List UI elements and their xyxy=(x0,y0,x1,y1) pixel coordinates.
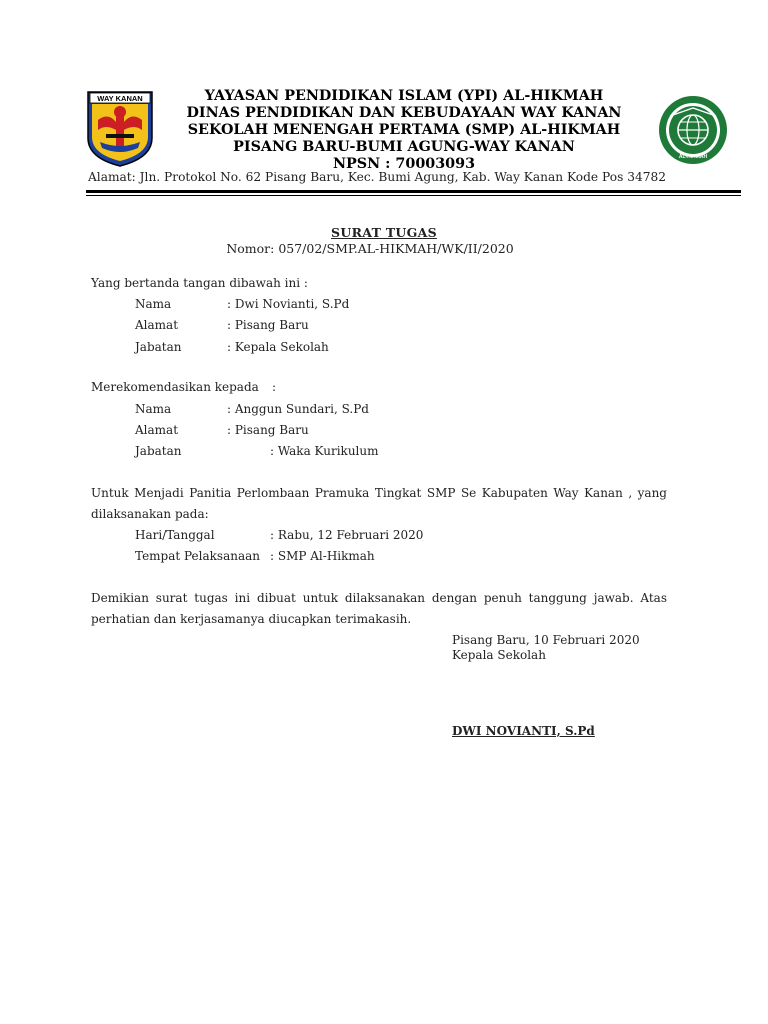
document-title: SURAT TUGAS xyxy=(331,225,437,240)
signer-name-value: : Dwi Novianti, S.Pd xyxy=(227,297,350,311)
signer-position-title: Kepala Sekolah xyxy=(452,648,546,662)
event-date-value: : Rabu, 12 Februari 2020 xyxy=(270,528,424,542)
assignee-name-label: Nama xyxy=(135,402,172,416)
closing-line-1: Demikian surat tugas ini dibuat untuk dilaksanakan dengan penuh tanggung jawab. Atas xyxy=(91,591,667,605)
event-date-label: Hari/Tanggal xyxy=(135,528,215,542)
signature-name: DWI NOVIANTI, S.Pd xyxy=(452,724,595,738)
assignee-position-value: : Waka Kurikulum xyxy=(270,444,379,458)
emblem-banner-text: WAY KANAN xyxy=(97,94,143,103)
signer-address-label: Alamat xyxy=(135,318,179,332)
education-office-name: DINAS PENDIDIKAN DAN KEBUDAYAAN WAY KANAN xyxy=(186,105,622,121)
signer-address-value: : Pisang Baru xyxy=(227,318,309,332)
event-place-label: Tempat Pelaksanaan xyxy=(135,549,261,563)
intro-text: Yang bertanda tangan dibawah ini : xyxy=(91,276,308,290)
school-address: Alamat: Jln. Protokol No. 62 Pisang Baru, Kec. Bumi Agung, Kab. Way Kanan Kode Pos 34782 xyxy=(88,170,666,184)
purpose-line-1: Untuk Menjadi Panitia Perlombaan Pramuka Tingkat SMP Se Kabupaten Way Kanan , yang xyxy=(91,486,667,500)
document-number: Nomor: 057/02/SMP.AL-HIKMAH/WK/II/2020 xyxy=(226,241,514,256)
school-seal-icon xyxy=(650,94,736,166)
assignee-address-label: Alamat xyxy=(135,423,179,437)
assignee-name-value: : Anggun Sundari, S.Pd xyxy=(227,402,369,416)
letterhead-divider-thin xyxy=(86,195,741,196)
assignee-position-label: Jabatan xyxy=(135,444,182,458)
signer-position-value: : Kepala Sekolah xyxy=(227,340,329,354)
letterhead xyxy=(160,88,648,173)
signer-name-label: Nama xyxy=(135,297,172,311)
assignee-address-value: : Pisang Baru xyxy=(227,423,309,437)
closing-line-2: perhatian dan kerjasamanya diucapkan terimakasih. xyxy=(91,612,412,626)
signer-position-label: Jabatan xyxy=(135,340,182,354)
recommend-colon: : xyxy=(272,380,277,394)
place-date: Pisang Baru, 10 Februari 2020 xyxy=(452,633,640,647)
school-name: SEKOLAH MENENGAH PERTAMA (SMP) AL-HIKMAH xyxy=(187,122,621,138)
recommend-label: Merekomendasikan kepada xyxy=(91,380,259,394)
purpose-line-2: dilaksanakan pada: xyxy=(91,507,209,521)
school-location: PISANG BARU-BUMI AGUNG-WAY KANAN xyxy=(233,139,575,155)
way-kanan-emblem-icon xyxy=(86,90,154,168)
letterhead-divider xyxy=(86,190,741,193)
school-npsn: NPSN : 70003093 xyxy=(332,156,476,172)
seal-bottom-text: AL-HIKMAH xyxy=(678,154,708,160)
foundation-name: YAYASAN PENDIDIKAN ISLAM (YPI) AL-HIKMAH xyxy=(204,88,604,104)
event-place-value: : SMP Al-Hikmah xyxy=(270,549,375,563)
